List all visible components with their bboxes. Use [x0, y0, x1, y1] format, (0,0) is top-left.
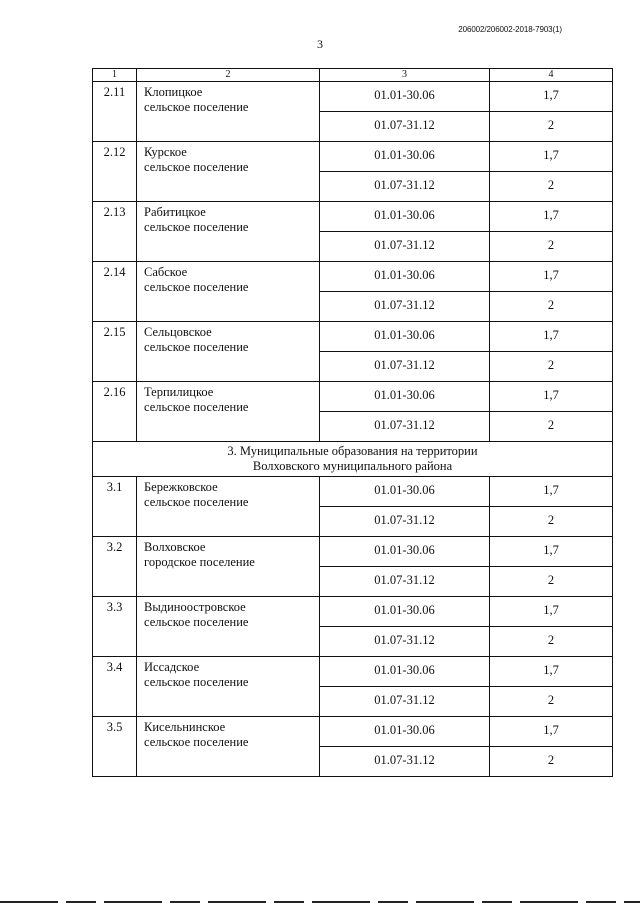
period-cell: 01.07-31.12: [320, 292, 490, 322]
value-cell: 2: [490, 567, 613, 597]
table-row: [93, 322, 613, 352]
municipality-name-line: Выдиноостровское: [144, 600, 246, 614]
municipality-type-line: сельское поселение: [144, 100, 249, 114]
municipality-type-line: сельское поселение: [144, 615, 249, 629]
row-number: 2.13: [93, 202, 137, 262]
value-cell: 1,7: [490, 537, 613, 567]
period-cell: 01.07-31.12: [320, 627, 490, 657]
municipality-name: [137, 657, 320, 717]
section-header-row: [93, 442, 613, 477]
value-cell: 2: [490, 352, 613, 382]
municipality-name: [137, 322, 320, 382]
footer-divider: [0, 901, 640, 903]
municipality-name: [137, 382, 320, 442]
period-cell: 01.01-30.06: [320, 382, 490, 412]
municipality-name: [137, 477, 320, 537]
period-cell: 01.01-30.06: [320, 142, 490, 172]
municipality-name-line: Бережковское: [144, 480, 218, 494]
column-header: 1: [93, 69, 137, 82]
value-cell: 1,7: [490, 142, 613, 172]
period-cell: 01.07-31.12: [320, 412, 490, 442]
municipality-name: [137, 82, 320, 142]
municipality-name: [137, 537, 320, 597]
row-number: 2.14: [93, 262, 137, 322]
municipality-name-line: Иссадское: [144, 660, 200, 674]
value-cell: 1,7: [490, 717, 613, 747]
table-row: [93, 657, 613, 687]
column-header-row: [93, 69, 613, 82]
municipality-name: [137, 142, 320, 202]
value-cell: 1,7: [490, 82, 613, 112]
period-cell: 01.01-30.06: [320, 202, 490, 232]
period-cell: 01.01-30.06: [320, 82, 490, 112]
column-header: 4: [490, 69, 613, 82]
period-cell: 01.07-31.12: [320, 172, 490, 202]
municipality-type-line: сельское поселение: [144, 280, 249, 294]
municipality-name: [137, 202, 320, 262]
municipality-name-line: Сабское: [144, 265, 188, 279]
municipality-name-line: Курское: [144, 145, 187, 159]
section-title-line: Волховского муниципального района: [252, 459, 453, 473]
municipality-type-line: городское поселение: [144, 555, 255, 569]
period-cell: 01.07-31.12: [320, 112, 490, 142]
municipality-type-line: сельское поселение: [144, 340, 249, 354]
period-cell: 01.07-31.12: [320, 747, 490, 777]
period-cell: 01.01-30.06: [320, 717, 490, 747]
period-cell: 01.07-31.12: [320, 507, 490, 537]
municipality-name-line: Сельцовское: [144, 325, 212, 339]
municipality-name-line: Кисельнинское: [144, 720, 226, 734]
municipality-name: [137, 262, 320, 322]
column-header: 2: [137, 69, 320, 82]
row-number: 2.11: [93, 82, 137, 142]
value-cell: 1,7: [490, 597, 613, 627]
municipality-name-line: Клопицкое: [144, 85, 203, 99]
municipality-name-line: Рабитицкое: [144, 205, 206, 219]
value-cell: 1,7: [490, 657, 613, 687]
municipality-type-line: сельское поселение: [144, 495, 249, 509]
period-cell: 01.01-30.06: [320, 657, 490, 687]
section-title: [93, 442, 613, 477]
row-number: 3.4: [93, 657, 137, 717]
table-row: [93, 262, 613, 292]
municipality-name: [137, 717, 320, 777]
period-cell: 01.01-30.06: [320, 477, 490, 507]
municipality-type-line: сельское поселение: [144, 220, 249, 234]
period-cell: 01.01-30.06: [320, 537, 490, 567]
table-row: [93, 477, 613, 507]
section-title-line: 3. Муниципальные образования на территории: [227, 444, 478, 458]
value-cell: 2: [490, 507, 613, 537]
period-cell: 01.07-31.12: [320, 232, 490, 262]
row-number: 3.1: [93, 477, 137, 537]
table-row: [93, 717, 613, 747]
row-number: 2.12: [93, 142, 137, 202]
value-cell: 2: [490, 172, 613, 202]
row-number: 3.5: [93, 717, 137, 777]
value-cell: 1,7: [490, 262, 613, 292]
period-cell: 01.07-31.12: [320, 352, 490, 382]
period-cell: 01.01-30.06: [320, 322, 490, 352]
value-cell: 2: [490, 232, 613, 262]
municipality-name-line: Терпилицкое: [144, 385, 214, 399]
value-cell: 2: [490, 747, 613, 777]
municipality-name-line: Волховское: [144, 540, 206, 554]
row-number: 2.16: [93, 382, 137, 442]
document-id: 206002/206002-2018-7903(1): [458, 25, 562, 34]
row-number: 3.3: [93, 597, 137, 657]
row-number: 2.15: [93, 322, 137, 382]
value-cell: 1,7: [490, 477, 613, 507]
period-cell: 01.07-31.12: [320, 567, 490, 597]
page-number: 3: [317, 37, 323, 51]
value-cell: 1,7: [490, 202, 613, 232]
value-cell: 2: [490, 687, 613, 717]
table-row: [93, 382, 613, 412]
value-cell: 1,7: [490, 322, 613, 352]
municipality-type-line: сельское поселение: [144, 160, 249, 174]
column-header: 3: [320, 69, 490, 82]
municipality-type-line: сельское поселение: [144, 400, 249, 414]
value-cell: 2: [490, 412, 613, 442]
value-cell: 2: [490, 627, 613, 657]
value-cell: 2: [490, 292, 613, 322]
value-cell: 2: [490, 112, 613, 142]
tariff-table: [92, 68, 613, 777]
table-row: [93, 142, 613, 172]
municipality-type-line: сельское поселение: [144, 735, 249, 749]
table-row: [93, 537, 613, 567]
period-cell: 01.01-30.06: [320, 262, 490, 292]
table-row: [93, 82, 613, 112]
row-number: 3.2: [93, 537, 137, 597]
table-row: [93, 597, 613, 627]
value-cell: 1,7: [490, 382, 613, 412]
municipality-name: [137, 597, 320, 657]
period-cell: 01.01-30.06: [320, 597, 490, 627]
period-cell: 01.07-31.12: [320, 687, 490, 717]
municipality-type-line: сельское поселение: [144, 675, 249, 689]
table-row: [93, 202, 613, 232]
